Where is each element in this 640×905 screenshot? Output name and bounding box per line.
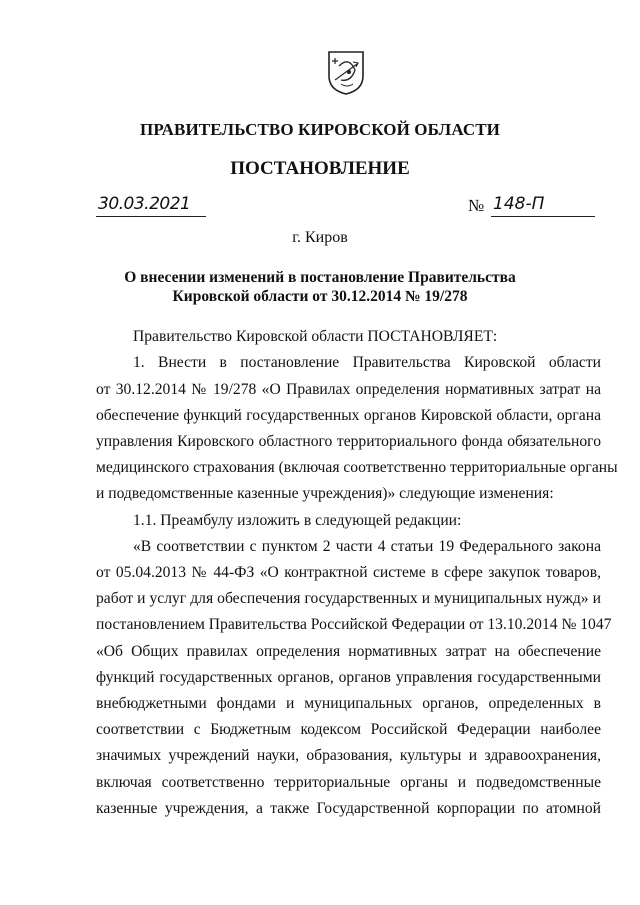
body-line: от 30.12.2014 № 19/278 «О Правилах определения нормативных затрат на xyxy=(96,381,601,398)
city: г. Киров xyxy=(292,229,348,246)
document-date xyxy=(96,194,206,217)
body-line: постановлением Правительства Российской Федерации от 13.10.2014 № 1047 xyxy=(96,616,612,633)
subject-line: О внесении изменений в постановление Правительства xyxy=(124,269,516,286)
body-line: обеспечение функций государственных органов Кировской области, органа xyxy=(96,407,601,424)
document-number xyxy=(491,194,595,217)
body-line: включая соответственно территориальные органы и подведомственные xyxy=(96,774,601,791)
body-line: значимых учреждений науки, образования, культуры и здравоохранения, xyxy=(96,747,601,764)
body-line: внебюджетными фондами и муниципальных органов, определенных в xyxy=(96,695,601,712)
document-subject xyxy=(0,268,640,306)
body-line: работ и услуг для обеспечения государственных и муниципальных нужд» и xyxy=(96,590,601,607)
body-line: медицинского страхования (включая соответственно территориальные органы xyxy=(96,459,618,476)
body-line: «Об Общих правилах определения нормативных затрат на обеспечение xyxy=(96,643,601,660)
document-number-label: № xyxy=(468,196,485,215)
body-line: от 05.04.2013 № 44-ФЗ «О контрактной системе в сфере закупок товаров, xyxy=(96,564,601,581)
body-line: 1.1. Преамбулу изложить в следующей редакции: xyxy=(133,512,462,529)
document-date-value: 30.03.2021 xyxy=(98,194,191,214)
body-line: и подведомственные казенные учреждения)» следующие изменения: xyxy=(96,485,554,502)
body-line: Правительство Кировской области ПОСТАНОВЛЯЕТ: xyxy=(133,328,498,345)
body-line: 1. Внести в постановление Правительства Кировской области xyxy=(133,354,601,371)
document-number-value: 148-П xyxy=(493,194,545,214)
body-line: управления Кировского областного территориального фонда обязательного xyxy=(96,433,601,450)
subject-line: Кировской области от 30.12.2014 № 19/278 xyxy=(172,288,468,305)
body-line: функций государственных органов, органов управления государственными xyxy=(96,669,601,686)
document-type: ПОСТАНОВЛЕНИЕ xyxy=(230,158,410,179)
body-line: казенные учреждения, а также Государственной корпорации по атомной xyxy=(96,800,601,817)
government-title: ПРАВИТЕЛЬСТВО КИРОВСКОЙ ОБЛАСТИ xyxy=(140,120,500,139)
coat-of-arms-icon xyxy=(327,50,365,96)
body-line: «В соответствии с пунктом 2 части 4 статьи 19 Федерального закона xyxy=(133,538,601,555)
body-line: соответствии с Бюджетным кодексом Российской Федерации наиболее xyxy=(96,721,601,738)
